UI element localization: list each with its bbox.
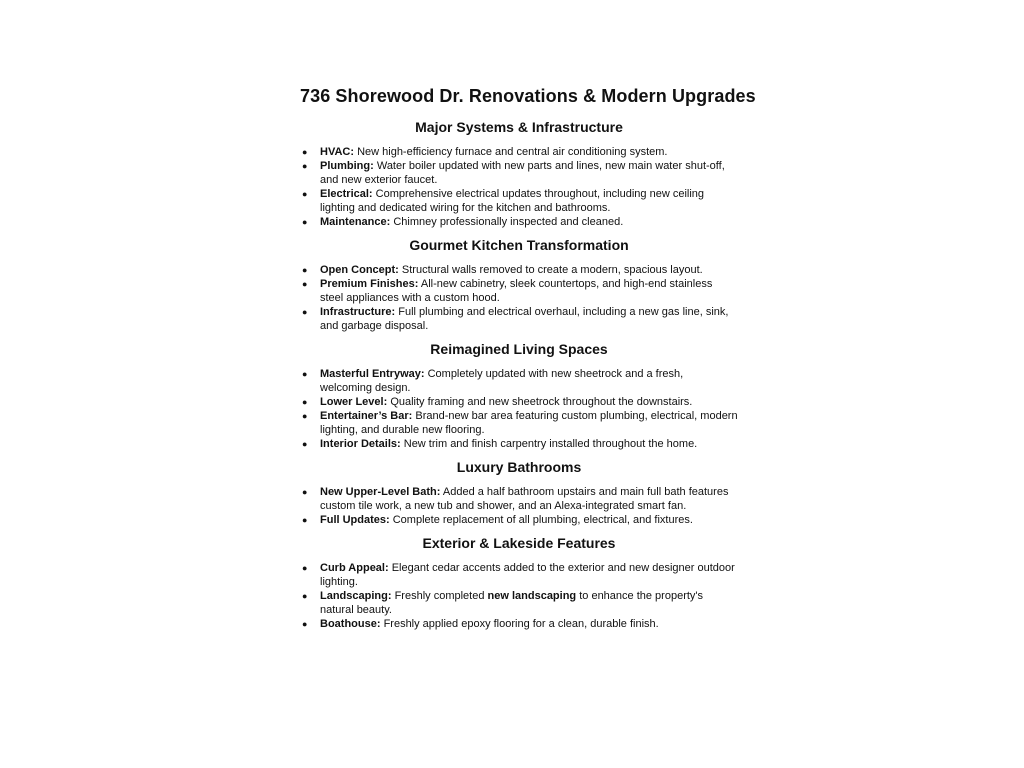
bullet-list xyxy=(300,367,738,451)
bullet-list xyxy=(300,263,738,333)
item-text: New high-efficiency furnace and central air conditioning system. xyxy=(357,146,668,158)
item-emphasis: new landscaping xyxy=(487,590,577,602)
list-item xyxy=(300,159,738,187)
list-item xyxy=(300,617,738,631)
item-text: Comprehensive electrical updates throughout, including new ceiling lighting and dedicated wiring for the kitchen and bathrooms. xyxy=(320,188,705,214)
section-heading: Major Systems & Infrastructure xyxy=(415,119,623,135)
item-text: Chimney professionally inspected and cleaned. xyxy=(393,216,624,228)
section-heading: Exterior & Lakeside Features xyxy=(422,535,616,551)
item-term: New Upper-Level Bath: xyxy=(320,486,441,498)
item-term: Open Concept: xyxy=(320,264,399,276)
list-item xyxy=(300,485,738,513)
item-text: Full plumbing and electrical overhaul, including a new gas line, sink, and garbage disposal. xyxy=(320,306,729,332)
item-term: Infrastructure: xyxy=(320,306,396,318)
item-term: HVAC: xyxy=(320,146,355,158)
list-item xyxy=(300,437,738,451)
list-item xyxy=(300,561,738,589)
item-term: Lower Level: xyxy=(320,396,388,408)
section-heading: Reimagined Living Spaces xyxy=(430,341,608,357)
list-item xyxy=(300,277,738,305)
item-term: Curb Appeal: xyxy=(320,562,389,574)
list-item xyxy=(300,589,738,617)
bullet-list xyxy=(300,485,738,527)
item-term: Boathouse: xyxy=(320,618,381,630)
section-living-spaces xyxy=(300,341,738,451)
item-text: Freshly completed xyxy=(394,590,485,602)
item-text: Elegant cedar accents added to the exterior and new designer outdoor lighting. xyxy=(320,562,735,588)
item-text: Brand-new bar area featuring custom plumbing, electrical, modern lighting, and durable new flooring. xyxy=(320,410,738,436)
section-major-systems xyxy=(300,119,738,229)
list-item xyxy=(300,513,738,527)
item-text: Added a half bathroom upstairs and main full bath features custom tile work, a new tub and shower, and an Alexa-integrated smart fan. xyxy=(320,486,729,512)
item-term: Maintenance: xyxy=(320,216,391,228)
list-item xyxy=(300,187,738,215)
item-term: Interior Details: xyxy=(320,438,401,450)
item-text: New trim and finish carpentry installed throughout the home. xyxy=(403,438,698,450)
document-page xyxy=(300,86,756,639)
section-heading: Gourmet Kitchen Transformation xyxy=(409,237,629,253)
list-item xyxy=(300,367,738,395)
item-term: Landscaping: xyxy=(320,590,392,602)
item-text-after: to enhance the property's natural beauty. xyxy=(320,590,704,616)
list-item xyxy=(300,215,738,229)
item-text: Quality framing and new sheetrock throughout the downstairs. xyxy=(390,396,693,408)
bullet-list xyxy=(300,561,738,631)
item-term: Entertainer’s Bar: xyxy=(320,410,413,422)
item-term: Electrical: xyxy=(320,188,373,200)
item-term: Premium Finishes: xyxy=(320,278,419,290)
section-heading: Luxury Bathrooms xyxy=(456,459,582,475)
section-exterior xyxy=(300,535,738,631)
item-text: Water boiler updated with new parts and lines, new main water shut-off, and new exterior faucet. xyxy=(320,160,725,186)
item-text: Structural walls removed to create a modern, spacious layout. xyxy=(401,264,703,276)
list-item xyxy=(300,263,738,277)
section-bathrooms xyxy=(300,459,738,527)
item-text: Freshly applied epoxy flooring for a clean, durable finish. xyxy=(383,618,659,630)
section-kitchen xyxy=(300,237,738,333)
item-text: Completely updated with new sheetrock and a fresh, welcoming design. xyxy=(320,368,684,394)
list-item xyxy=(300,409,738,437)
item-text: All-new cabinetry, sleek countertops, and high-end stainless steel appliances with a custom hood. xyxy=(320,278,713,304)
item-term: Plumbing: xyxy=(320,160,374,172)
list-item xyxy=(300,305,738,333)
item-text: Complete replacement of all plumbing, electrical, and fixtures. xyxy=(392,514,693,526)
list-item xyxy=(300,395,738,409)
item-term: Full Updates: xyxy=(320,514,390,526)
document-title: 736 Shorewood Dr. Renovations & Modern Upgrades xyxy=(300,86,756,106)
item-term: Masterful Entryway: xyxy=(320,368,425,380)
list-item xyxy=(300,145,738,159)
bullet-list xyxy=(300,145,738,229)
